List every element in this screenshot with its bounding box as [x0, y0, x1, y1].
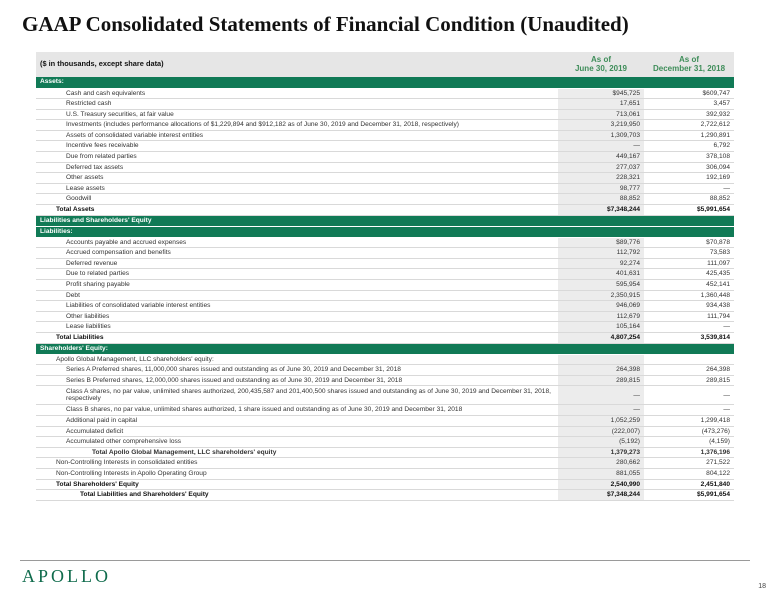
table-row: [36, 458, 734, 469]
value-june-2019: 713,061: [558, 109, 644, 120]
row-label: Accumulated other comprehensive loss: [36, 437, 558, 448]
section-header-row: [36, 215, 734, 226]
row-label: Apollo Global Management, LLC shareholders' equity:: [36, 354, 558, 365]
value-june-2019: 289,815: [558, 375, 644, 386]
value-june-2019: —: [558, 141, 644, 152]
row-label: U.S. Treasury securities, at fair value: [36, 109, 558, 120]
value-june-2019: (222,007): [558, 426, 644, 437]
value-june-2019: 17,651: [558, 99, 644, 110]
value-june-2019: 449,167: [558, 152, 644, 163]
table-row: [36, 173, 734, 184]
value-december-2018: —: [644, 183, 734, 194]
row-label: Cash and cash equivalents: [36, 88, 558, 99]
value-june-2019: $7,348,244: [558, 205, 644, 216]
value-june-2019: 280,662: [558, 458, 644, 469]
value-june-2019: $945,725: [558, 88, 644, 99]
column-header-line: As of: [591, 55, 611, 65]
row-label: Class A shares, no par value, unlimited shares authorized, 200,435,587 and 201,400,500 shares issued and outstanding as of June 30, 2019 and December 31, 2018, respectively: [36, 386, 558, 405]
table-body: [36, 77, 734, 500]
value-june-2019: 277,037: [558, 162, 644, 173]
section-header-row: [36, 343, 734, 354]
table-row: [36, 415, 734, 426]
row-label: Liabilities of consolidated variable interest entities: [36, 301, 558, 312]
row-label: Lease assets: [36, 183, 558, 194]
row-label: Non-Controlling Interests in Apollo Operating Group: [36, 468, 558, 479]
row-label: Due to related parties: [36, 269, 558, 280]
table-row: [36, 311, 734, 322]
column-header-line: As of: [679, 55, 699, 65]
value-december-2018: 425,435: [644, 269, 734, 280]
table-row: [36, 152, 734, 163]
value-december-2018: 192,169: [644, 173, 734, 184]
value-june-2019: 88,852: [558, 194, 644, 205]
value-december-2018: $70,878: [644, 237, 734, 248]
value-june-2019: 401,631: [558, 269, 644, 280]
table-row: [36, 269, 734, 280]
value-june-2019: 98,777: [558, 183, 644, 194]
row-label: Additional paid in capital: [36, 415, 558, 426]
value-december-2018: —: [644, 386, 734, 405]
table-row: [36, 375, 734, 386]
unit-label: ($ in thousands, except share data): [36, 52, 558, 77]
row-label: Series A Preferred shares, 11,000,000 shares issued and outstanding as of June 30, 2019 and December 31, 2018: [36, 365, 558, 376]
table-row: [36, 183, 734, 194]
row-label: Non-Controlling Interests in consolidated entities: [36, 458, 558, 469]
value-december-2018: 392,932: [644, 109, 734, 120]
row-label: Total Apollo Global Management, LLC shareholders' equity: [36, 447, 558, 458]
row-label: Due from related parties: [36, 152, 558, 163]
section-header-label: Liabilities and Shareholders' Equity: [36, 215, 734, 226]
row-label: Series B Preferred shares, 12,000,000 shares issued and outstanding as of June 30, 2019 and December 31, 2018: [36, 375, 558, 386]
row-label: Other liabilities: [36, 311, 558, 322]
value-december-2018: (473,276): [644, 426, 734, 437]
value-december-2018: $609,747: [644, 88, 734, 99]
value-december-2018: 1,376,196: [644, 447, 734, 458]
total-row: [36, 479, 734, 490]
value-december-2018: 264,398: [644, 365, 734, 376]
row-label: Assets of consolidated variable interest entities: [36, 130, 558, 141]
value-december-2018: 378,108: [644, 152, 734, 163]
table-row: [36, 354, 734, 365]
value-december-2018: 452,141: [644, 280, 734, 291]
table-row: [36, 237, 734, 248]
row-label: Total Assets: [36, 205, 558, 216]
row-label: Class B shares, no par value, unlimited shares authorized, 1 share issued and outstanding as of June 30, 2019 and December 31, 2018: [36, 405, 558, 416]
table-row: [36, 386, 734, 405]
grand-total-row: [36, 490, 734, 501]
value-june-2019: 228,321: [558, 173, 644, 184]
table-row: [36, 99, 734, 110]
table-row: [36, 88, 734, 99]
value-june-2019: 1,309,703: [558, 130, 644, 141]
value-june-2019: 92,274: [558, 258, 644, 269]
row-label: Deferred tax assets: [36, 162, 558, 173]
row-label: Accounts payable and accrued expenses: [36, 237, 558, 248]
table-row: [36, 130, 734, 141]
value-june-2019: $7,348,244: [558, 490, 644, 501]
row-label: Goodwill: [36, 194, 558, 205]
value-june-2019: 2,350,915: [558, 290, 644, 301]
page-title: GAAP Consolidated Statements of Financial Condition (Unaudited): [22, 12, 629, 36]
value-december-2018: 934,438: [644, 301, 734, 312]
column-header-june-2019: [558, 52, 644, 77]
row-label: Accrued compensation and benefits: [36, 248, 558, 259]
table-row: [36, 280, 734, 291]
value-december-2018: $5,991,654: [644, 205, 734, 216]
value-june-2019: 1,052,259: [558, 415, 644, 426]
value-december-2018: 88,852: [644, 194, 734, 205]
value-june-2019: 1,379,273: [558, 447, 644, 458]
value-december-2018: 804,122: [644, 468, 734, 479]
column-header-december-2018: [644, 52, 734, 77]
row-label: Other assets: [36, 173, 558, 184]
value-june-2019: (5,192): [558, 437, 644, 448]
table-row: [36, 109, 734, 120]
value-june-2019: 112,679: [558, 311, 644, 322]
financial-statement-table: [36, 52, 734, 501]
row-label: Lease liabilities: [36, 322, 558, 333]
value-december-2018: 1,290,891: [644, 130, 734, 141]
value-june-2019: 881,055: [558, 468, 644, 479]
row-label: Debt: [36, 290, 558, 301]
value-december-2018: 111,097: [644, 258, 734, 269]
value-june-2019: 105,164: [558, 322, 644, 333]
value-december-2018: 271,522: [644, 458, 734, 469]
table-row: [36, 468, 734, 479]
section-header-label: Shareholders' Equity:: [36, 343, 734, 354]
table-row: [36, 120, 734, 131]
table-row: [36, 258, 734, 269]
value-december-2018: 3,539,814: [644, 332, 734, 343]
section-header-row: [36, 226, 734, 237]
row-label: Incentive fees receivable: [36, 141, 558, 152]
row-label: Investments (includes performance allocations of $1,229,894 and $912,182 as of June 30, 2019 and December 31, 2018, respectively): [36, 120, 558, 131]
value-june-2019: $89,776: [558, 237, 644, 248]
value-december-2018: 2,722,612: [644, 120, 734, 131]
table-row: [36, 290, 734, 301]
value-june-2019: 3,219,950: [558, 120, 644, 131]
section-header-label: Assets:: [36, 77, 734, 88]
table-row: [36, 301, 734, 312]
value-june-2019: 264,398: [558, 365, 644, 376]
value-december-2018: 73,583: [644, 248, 734, 259]
table-row: [36, 248, 734, 259]
footer-divider: [20, 560, 750, 561]
total-row: [36, 205, 734, 216]
table-row: [36, 405, 734, 416]
value-december-2018: $5,991,654: [644, 490, 734, 501]
value-december-2018: 1,360,448: [644, 290, 734, 301]
row-label: Restricted cash: [36, 99, 558, 110]
value-december-2018: 6,792: [644, 141, 734, 152]
value-december-2018: 2,451,840: [644, 479, 734, 490]
value-june-2019: 2,540,990: [558, 479, 644, 490]
column-header-line: June 30, 2019: [574, 63, 628, 73]
value-june-2019: —: [558, 405, 644, 416]
value-december-2018: 3,457: [644, 99, 734, 110]
table-row: [36, 194, 734, 205]
table-row: [36, 141, 734, 152]
value-december-2018: —: [644, 322, 734, 333]
value-june-2019: 595,954: [558, 280, 644, 291]
total-row: [36, 332, 734, 343]
table-row: [36, 437, 734, 448]
apollo-logo: APOLLO: [22, 566, 111, 586]
value-december-2018: —: [644, 405, 734, 416]
table-row: [36, 162, 734, 173]
row-label: Profit sharing payable: [36, 280, 558, 291]
row-label: Deferred revenue: [36, 258, 558, 269]
table-row: [36, 365, 734, 376]
row-label: Total Liabilities: [36, 332, 558, 343]
page-number: 18: [758, 583, 766, 590]
column-header-line: December 31, 2018: [652, 63, 726, 73]
value-december-2018: [644, 354, 734, 365]
value-june-2019: [558, 354, 644, 365]
table-header-row: [36, 52, 734, 77]
section-header-row: [36, 77, 734, 88]
value-december-2018: (4,159): [644, 437, 734, 448]
row-label: Total Shareholders' Equity: [36, 479, 558, 490]
table-row: [36, 426, 734, 437]
row-label: Accumulated deficit: [36, 426, 558, 437]
value-june-2019: 4,807,254: [558, 332, 644, 343]
value-december-2018: 306,094: [644, 162, 734, 173]
row-label: Total Liabilities and Shareholders' Equity: [36, 490, 558, 501]
value-december-2018: 111,794: [644, 311, 734, 322]
subtotal-row: [36, 447, 734, 458]
value-december-2018: 289,815: [644, 375, 734, 386]
value-june-2019: 946,069: [558, 301, 644, 312]
section-header-label: Liabilities:: [36, 226, 734, 237]
value-december-2018: 1,299,418: [644, 415, 734, 426]
value-june-2019: 112,792: [558, 248, 644, 259]
value-june-2019: —: [558, 386, 644, 405]
table-row: [36, 322, 734, 333]
